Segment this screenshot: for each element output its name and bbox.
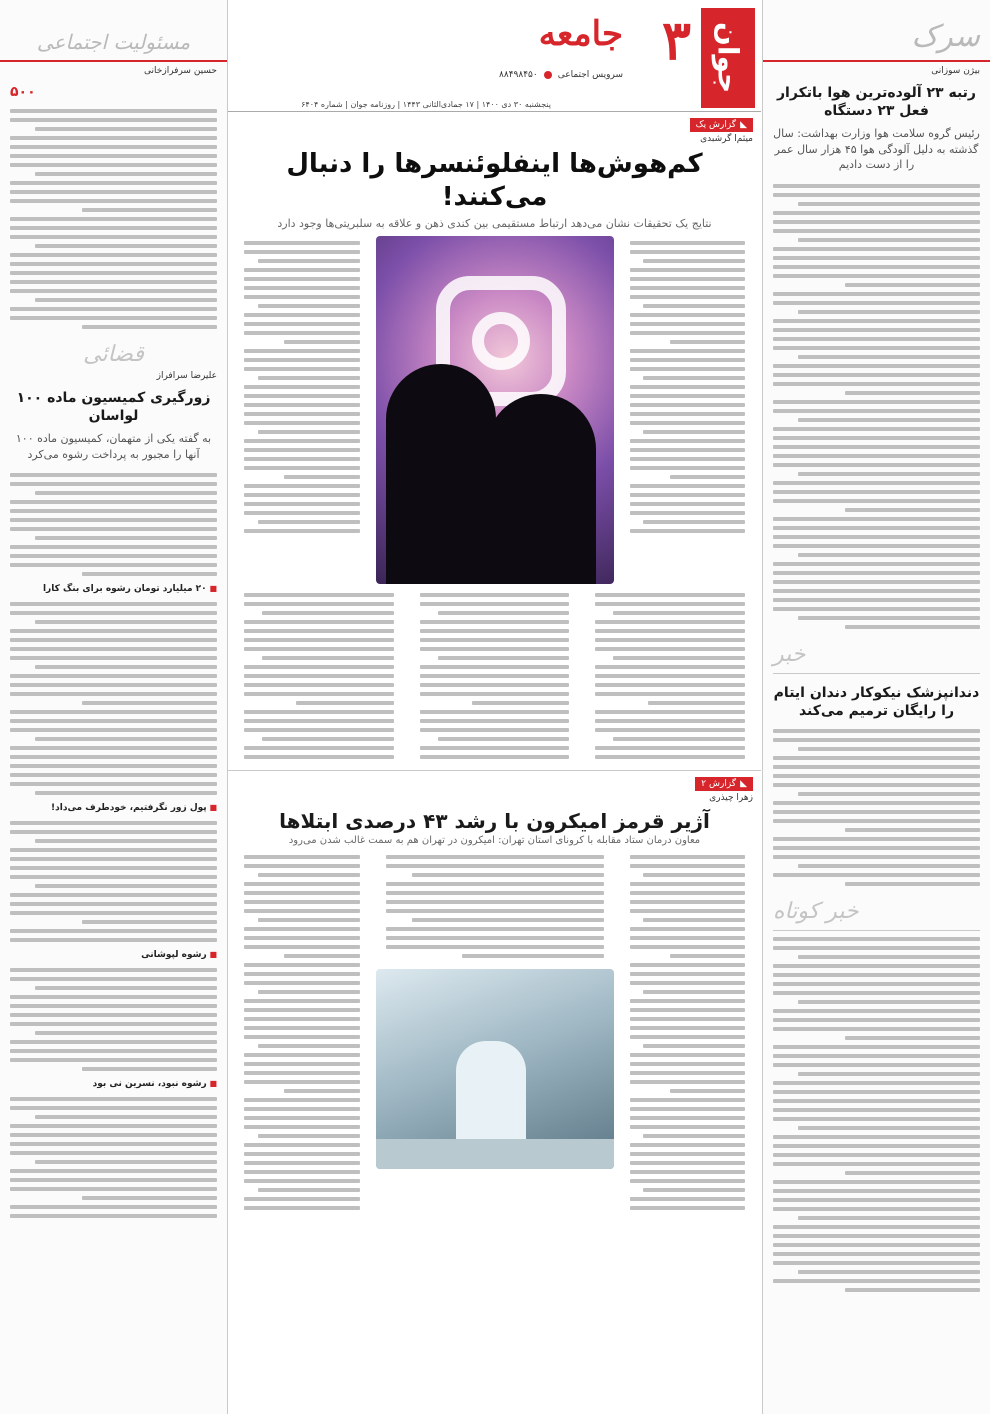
service-line bbox=[499, 70, 623, 80]
second-story-byline: زهرا چیذری bbox=[709, 793, 753, 803]
medical-staff-figure bbox=[456, 1041, 526, 1151]
silhouette-figure bbox=[386, 364, 496, 584]
report-icon: ◣ bbox=[740, 779, 747, 789]
masthead bbox=[228, 0, 761, 112]
silhouette-figure bbox=[486, 394, 596, 584]
left-story2-body-e bbox=[0, 1097, 227, 1218]
second-story-text-1 bbox=[620, 850, 756, 1215]
left-story2-body bbox=[0, 473, 227, 576]
left-byline-2: علیرضا سرافراز bbox=[156, 371, 217, 381]
hospital-bed bbox=[376, 1139, 614, 1169]
main-story-text-2 bbox=[234, 236, 370, 584]
second-story-headline: آژیر قرمز امیکرون با رشد ۴۳ درصدی ابتلاها bbox=[279, 809, 710, 833]
main-story bbox=[228, 112, 761, 764]
right-story-headline: رتبه ۲۳ آلوده‌ترین هوا باتکرار فعل ۲۳ دستگاه bbox=[777, 85, 976, 120]
right-story-body bbox=[763, 184, 990, 629]
right-story-sub: رئیس گروه سلامت هوا وزارت بهداشت: سال گذشته به دلیل آلودگی هوا ۴۵ هزار سال عمر را از دست دادیم bbox=[773, 127, 980, 172]
newspaper-logo: جوان bbox=[701, 8, 755, 108]
left-byline: حسین سرفرازخانی bbox=[144, 66, 217, 76]
left-subhead-1: ■ ۲۰ میلیارد تومان رشوه برای بنگ کارا bbox=[0, 581, 227, 597]
right-section3-title: خبر کوتاه bbox=[773, 898, 859, 924]
second-story-text-3 bbox=[234, 850, 370, 1215]
left-story-headline: زورگیری کمیسیون ماده ۱۰۰ لواسان bbox=[16, 390, 211, 425]
main-story-body-row-2 bbox=[228, 588, 761, 764]
left-section-title: مسئولیت اجتماعی bbox=[36, 30, 191, 54]
left-column bbox=[0, 0, 228, 1414]
right-divider-2 bbox=[773, 930, 980, 931]
left-badge: ۵۰۰ bbox=[10, 84, 36, 100]
right-briefs-body bbox=[763, 937, 990, 1292]
main-story-tag-label: گزارش یک bbox=[695, 120, 737, 130]
left-section2-title: قضائی bbox=[83, 342, 144, 367]
main-story-text-4 bbox=[410, 588, 580, 764]
left-story2-body-b bbox=[0, 602, 227, 795]
second-story-tag bbox=[695, 777, 753, 791]
main-story-sub: نتایج یک تحقیقات نشان می‌دهد ارتباط مستقیمی بین کندی ذهن و علاقه به سلبریتی‌ها وجود دارد bbox=[277, 217, 712, 230]
second-story-body-row bbox=[228, 850, 761, 1215]
left-section-header bbox=[0, 0, 227, 62]
date-line: پنجشنبه ۳۰ دی ۱۴۰۰ | ۱۷ جمادی‌الثانی ۱۴۴۳ | روزنامه جوان | شماره ۶۴۰۴ bbox=[301, 100, 551, 109]
left-subhead-3: ■ رشوه لپوشانی bbox=[0, 947, 227, 963]
phone-icon bbox=[544, 71, 552, 79]
left-story-sub: به گفته یکی از متهمان، کمیسیون ماده ۱۰۰ آنها را مجبور به پرداخت رشوه می‌کرد bbox=[15, 432, 212, 461]
main-story-byline: میثم‌ا گرشبدی bbox=[700, 134, 753, 144]
service-name: سرویس اجتماعی bbox=[557, 70, 623, 80]
right-section2-title: خبر bbox=[773, 641, 806, 667]
left-story2-body-d bbox=[0, 968, 227, 1071]
main-story-text-3 bbox=[585, 588, 755, 764]
right-story2-headline: دندانپزشک نیکوکار دندان ایتام را رایگان ترمیم می‌کند bbox=[773, 684, 980, 719]
second-story-text-2 bbox=[376, 850, 614, 963]
service-phone: ۸۸۴۹۸۴۵۰ bbox=[499, 70, 538, 80]
main-story-text-5 bbox=[234, 588, 404, 764]
right-story2-body bbox=[763, 729, 990, 886]
second-story bbox=[228, 770, 761, 1215]
right-section-title: سرک bbox=[911, 19, 980, 54]
left-story2-body-c bbox=[0, 821, 227, 942]
page-number: ۳ bbox=[661, 8, 691, 72]
left-subhead-4: ■ رشوه نبود، نسرین نی بود bbox=[0, 1076, 227, 1092]
main-story-body-row bbox=[228, 236, 761, 584]
section-title: جامعه bbox=[538, 14, 623, 54]
right-divider bbox=[773, 673, 980, 674]
main-story-tag bbox=[690, 118, 753, 132]
main-story-text-1 bbox=[620, 236, 756, 584]
main-story-headline: کم‌هوش‌ها اینفلوئنسرها را دنبال می‌کنند! bbox=[286, 149, 703, 212]
hospital-photo bbox=[376, 969, 614, 1169]
left-subhead-2: ■ پول زور نگرفتیم، خودطرف می‌داد! bbox=[0, 800, 227, 816]
left-story1-body bbox=[0, 109, 227, 329]
social-media-photo bbox=[376, 236, 614, 584]
middle-column bbox=[228, 0, 761, 1414]
second-story-tag-label: گزارش ۲ bbox=[701, 779, 737, 789]
instagram-lens-icon bbox=[472, 312, 530, 370]
right-section-header bbox=[763, 0, 990, 62]
right-byline: بیژن سوزانی bbox=[931, 66, 980, 76]
report-icon: ◣ bbox=[740, 120, 747, 130]
second-story-sub: معاون درمان ستاد مقابله با کرونای استان تهران: امیکرون در تهران هم به سمت غالب شدن می‌رود bbox=[288, 835, 701, 846]
right-column bbox=[762, 0, 990, 1414]
